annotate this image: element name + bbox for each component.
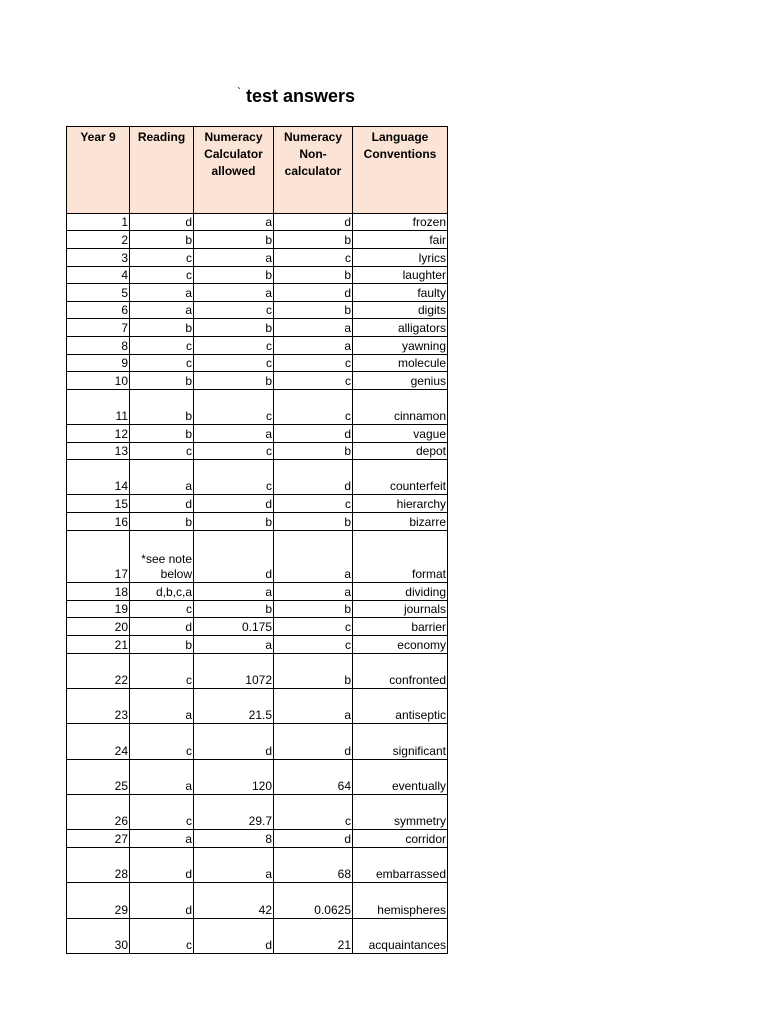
numeracy-non-calculator-answer: 68 [274, 848, 353, 883]
numeracy-non-calculator-answer: a [274, 337, 353, 355]
language-conventions-answer: vague [353, 425, 448, 443]
language-conventions-answer: frozen [353, 214, 448, 231]
question-number: 7 [67, 319, 130, 337]
table-row [67, 214, 448, 231]
language-conventions-answer: fair [353, 231, 448, 249]
numeracy-calculator-answer: 1072 [194, 654, 274, 689]
language-conventions-answer: laughter [353, 267, 448, 284]
table-row [67, 848, 448, 883]
numeracy-non-calculator-answer: d [274, 724, 353, 760]
table-row [67, 919, 448, 954]
reading-answer: b [130, 425, 194, 443]
reading-answer: a [130, 460, 194, 495]
numeracy-calculator-answer: a [194, 249, 274, 267]
numeracy-calculator-answer: b [194, 513, 274, 531]
table-row [67, 425, 448, 443]
language-conventions-answer: lyrics [353, 249, 448, 267]
numeracy-non-calculator-answer: c [274, 495, 353, 513]
question-number: 20 [67, 618, 130, 636]
numeracy-calculator-answer: b [194, 231, 274, 249]
question-number: 19 [67, 601, 130, 618]
language-conventions-answer: bizarre [353, 513, 448, 531]
reading-answer: a [130, 830, 194, 848]
reading-answer: b [130, 319, 194, 337]
question-number: 4 [67, 267, 130, 284]
table-row [67, 654, 448, 689]
table-row [67, 231, 448, 249]
numeracy-non-calculator-answer: b [274, 443, 353, 460]
numeracy-non-calculator-answer: a [274, 583, 353, 601]
language-conventions-answer: hierarchy [353, 495, 448, 513]
table-row [67, 319, 448, 337]
numeracy-non-calculator-answer: c [274, 390, 353, 425]
reading-answer: d [130, 495, 194, 513]
language-conventions-answer: economy [353, 636, 448, 654]
question-number: 26 [67, 795, 130, 830]
language-conventions-answer: dividing [353, 583, 448, 601]
reading-answer: c [130, 267, 194, 284]
numeracy-calculator-answer: 42 [194, 883, 274, 919]
table-row [67, 689, 448, 724]
language-conventions-answer: symmetry [353, 795, 448, 830]
question-number: 11 [67, 390, 130, 425]
language-conventions-answer: journals [353, 601, 448, 618]
numeracy-calculator-answer: b [194, 601, 274, 618]
numeracy-calculator-answer: d [194, 531, 274, 583]
numeracy-non-calculator-answer: d [274, 830, 353, 848]
language-conventions-answer: molecule [353, 355, 448, 372]
table-row [67, 795, 448, 830]
numeracy-non-calculator-answer: b [274, 302, 353, 319]
table-row [67, 390, 448, 425]
numeracy-non-calculator-answer: d [274, 284, 353, 302]
numeracy-calculator-answer: 29.7 [194, 795, 274, 830]
numeracy-calculator-answer: c [194, 355, 274, 372]
numeracy-non-calculator-answer: b [274, 654, 353, 689]
numeracy-non-calculator-answer: d [274, 460, 353, 495]
question-number: 27 [67, 830, 130, 848]
reading-answer: a [130, 284, 194, 302]
reading-answer: b [130, 636, 194, 654]
table-row [67, 724, 448, 760]
table-row [67, 337, 448, 355]
language-conventions-answer: depot [353, 443, 448, 460]
reading-answer: c [130, 724, 194, 760]
numeracy-non-calculator-answer: b [274, 231, 353, 249]
question-number: 15 [67, 495, 130, 513]
numeracy-calculator-answer: a [194, 425, 274, 443]
numeracy-calculator-answer: 8 [194, 830, 274, 848]
numeracy-non-calculator-answer: c [274, 372, 353, 390]
table-row [67, 372, 448, 390]
numeracy-calculator-answer: c [194, 390, 274, 425]
table-row [67, 883, 448, 919]
reading-answer: c [130, 795, 194, 830]
table-row [67, 460, 448, 495]
reading-answer: a [130, 760, 194, 795]
question-number: 14 [67, 460, 130, 495]
page-title: test answers [246, 86, 356, 106]
language-conventions-answer: format [353, 531, 448, 583]
col-header-year: Year 9 [67, 127, 130, 214]
table-row [67, 443, 448, 460]
language-conventions-answer: eventually [353, 760, 448, 795]
numeracy-non-calculator-answer: c [274, 618, 353, 636]
numeracy-non-calculator-answer: 21 [274, 919, 353, 954]
answers-table [66, 126, 448, 954]
question-number: 17 [67, 531, 130, 583]
numeracy-calculator-answer: d [194, 919, 274, 954]
question-number: 12 [67, 425, 130, 443]
language-conventions-answer: alligators [353, 319, 448, 337]
question-number: 28 [67, 848, 130, 883]
table-row [67, 830, 448, 848]
numeracy-calculator-answer: d [194, 724, 274, 760]
col-header-numeracy-calculator: Numeracy Calculator allowed [194, 127, 274, 214]
language-conventions-answer: corridor [353, 830, 448, 848]
numeracy-calculator-answer: a [194, 583, 274, 601]
reading-answer: d [130, 883, 194, 919]
table-row [67, 302, 448, 319]
table-row [67, 618, 448, 636]
reading-answer: c [130, 919, 194, 954]
numeracy-calculator-answer: c [194, 302, 274, 319]
numeracy-calculator-answer: a [194, 848, 274, 883]
table-row [67, 531, 448, 583]
col-header-reading: Reading [130, 127, 194, 214]
numeracy-calculator-answer: b [194, 267, 274, 284]
numeracy-calculator-answer: 0.175 [194, 618, 274, 636]
question-number: 23 [67, 689, 130, 724]
table-row [67, 513, 448, 531]
numeracy-non-calculator-answer: d [274, 214, 353, 231]
numeracy-calculator-answer: 120 [194, 760, 274, 795]
numeracy-non-calculator-answer: c [274, 355, 353, 372]
table-row [67, 355, 448, 372]
reading-answer: d [130, 214, 194, 231]
question-number: 8 [67, 337, 130, 355]
reading-answer: b [130, 231, 194, 249]
question-number: 13 [67, 443, 130, 460]
numeracy-non-calculator-answer: a [274, 531, 353, 583]
reading-answer: c [130, 249, 194, 267]
table-row [67, 583, 448, 601]
language-conventions-answer: antiseptic [353, 689, 448, 724]
question-number: 29 [67, 883, 130, 919]
numeracy-non-calculator-answer: 64 [274, 760, 353, 795]
numeracy-non-calculator-answer: 0.0625 [274, 883, 353, 919]
numeracy-calculator-answer: c [194, 337, 274, 355]
reading-answer: b [130, 372, 194, 390]
language-conventions-answer: faulty [353, 284, 448, 302]
reading-answer: *see note below [130, 531, 194, 583]
table-row [67, 601, 448, 618]
numeracy-calculator-answer: a [194, 214, 274, 231]
reading-answer: b [130, 390, 194, 425]
table-row [67, 284, 448, 302]
question-number: 6 [67, 302, 130, 319]
numeracy-calculator-answer: b [194, 319, 274, 337]
language-conventions-answer: acquaintances [353, 919, 448, 954]
reading-answer: c [130, 337, 194, 355]
numeracy-non-calculator-answer: c [274, 249, 353, 267]
stray-mark: ` [237, 85, 241, 99]
language-conventions-answer: significant [353, 724, 448, 760]
question-number: 18 [67, 583, 130, 601]
language-conventions-answer: hemispheres [353, 883, 448, 919]
language-conventions-answer: digits [353, 302, 448, 319]
question-number: 22 [67, 654, 130, 689]
question-number: 21 [67, 636, 130, 654]
reading-answer: d [130, 848, 194, 883]
col-header-language-conventions: Language Conventions [353, 127, 448, 214]
reading-answer: c [130, 601, 194, 618]
numeracy-non-calculator-answer: b [274, 601, 353, 618]
numeracy-calculator-answer: c [194, 443, 274, 460]
question-number: 3 [67, 249, 130, 267]
language-conventions-answer: embarrassed [353, 848, 448, 883]
question-number: 1 [67, 214, 130, 231]
question-number: 9 [67, 355, 130, 372]
question-number: 30 [67, 919, 130, 954]
question-number: 24 [67, 724, 130, 760]
table-row [67, 495, 448, 513]
reading-answer: c [130, 443, 194, 460]
table-row [67, 636, 448, 654]
question-number: 25 [67, 760, 130, 795]
numeracy-calculator-answer: a [194, 636, 274, 654]
reading-answer: c [130, 355, 194, 372]
question-number: 10 [67, 372, 130, 390]
question-number: 2 [67, 231, 130, 249]
numeracy-non-calculator-answer: c [274, 636, 353, 654]
language-conventions-answer: barrier [353, 618, 448, 636]
numeracy-calculator-answer: d [194, 495, 274, 513]
reading-answer: d,b,c,a [130, 583, 194, 601]
header-row [67, 127, 448, 214]
numeracy-calculator-answer: 21.5 [194, 689, 274, 724]
question-number: 16 [67, 513, 130, 531]
reading-answer: d [130, 618, 194, 636]
question-number: 5 [67, 284, 130, 302]
language-conventions-answer: yawning [353, 337, 448, 355]
table-row [67, 760, 448, 795]
reading-answer: a [130, 302, 194, 319]
numeracy-non-calculator-answer: b [274, 513, 353, 531]
numeracy-non-calculator-answer: b [274, 267, 353, 284]
numeracy-non-calculator-answer: c [274, 795, 353, 830]
numeracy-non-calculator-answer: d [274, 425, 353, 443]
col-header-numeracy-non-calculator: Numeracy Non- calculator [274, 127, 353, 214]
numeracy-non-calculator-answer: a [274, 689, 353, 724]
numeracy-calculator-answer: a [194, 284, 274, 302]
numeracy-calculator-answer: c [194, 460, 274, 495]
numeracy-calculator-answer: b [194, 372, 274, 390]
reading-answer: c [130, 654, 194, 689]
numeracy-non-calculator-answer: a [274, 319, 353, 337]
reading-answer: b [130, 513, 194, 531]
language-conventions-answer: confronted [353, 654, 448, 689]
reading-answer: a [130, 689, 194, 724]
language-conventions-answer: counterfeit [353, 460, 448, 495]
table-row [67, 267, 448, 284]
language-conventions-answer: cinnamon [353, 390, 448, 425]
table-row [67, 249, 448, 267]
language-conventions-answer: genius [353, 372, 448, 390]
